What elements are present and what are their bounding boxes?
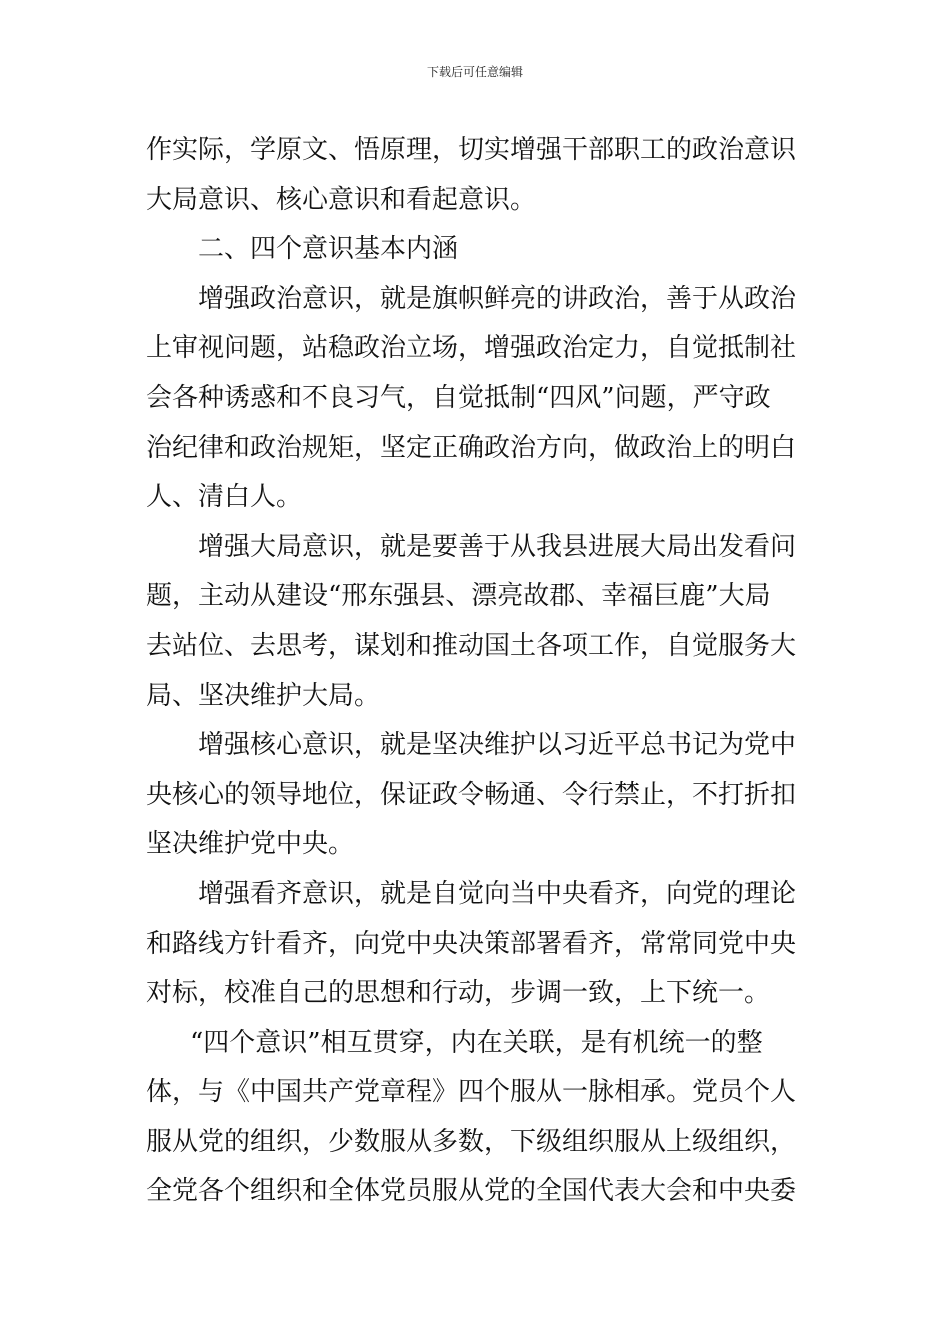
text-line: 去站位、去思考，谋划和推动国土各项工作，自觉服务大: [146, 630, 797, 661]
text-line: 坚决维护党中央。: [146, 829, 355, 860]
text-line: 央核心的领导地位，保证政令畅通、令行禁止，不打折扣: [146, 779, 797, 810]
page-header: 下载后可任意编辑: [426, 65, 523, 79]
document-body: [146, 126, 810, 1217]
text-line: 大局意识、核心意识和看起意识。: [146, 184, 537, 215]
text-line: 服从党的组织，少数服从多数，下级组织服从上级组织，: [146, 1126, 797, 1157]
text-line: 全党各个组织和全体党员服从党的全国代表大会和中央委: [146, 1176, 797, 1207]
text-line: 和路线方针看齐，向党中央决策部署看齐，常常同党中央: [146, 928, 797, 959]
text-line: 增强核心意识，就是坚决维护以习近平总书记为党中: [198, 730, 797, 761]
text-line: 体，与《中国共产党章程》四个服从一脉相承。党员个人: [146, 1077, 797, 1108]
text-line: 局、坚决维护大局。: [146, 680, 381, 711]
text-line: 增强政治意识，就是旗帜鲜亮的讲政治，善于从政治: [198, 283, 797, 314]
section-heading: 二、四个意识基本内涵: [198, 234, 459, 265]
text-line: 会各种诱惑和不良习气，自觉抵制“四风”问题，严守政: [146, 382, 771, 413]
text-line: 增强大局意识，就是要善于从我县进展大局出发看问: [198, 531, 797, 562]
text-line: 治纪律和政治规矩，坚定正确政治方向，做政治上的明白: [146, 432, 797, 463]
text-line: 上审视问题，站稳政治立场，增强政治定力，自觉抵制社: [146, 333, 797, 364]
text-line: 增强看齐意识，就是自觉向当中央看齐，向党的理论: [198, 878, 797, 909]
text-line: 对标，校准自己的思想和行动，步调一致，上下统一。: [146, 978, 771, 1009]
text-line: 作实际，学原文、悟原理，切实增强干部职工的政治意识: [146, 135, 797, 165]
text-line: 题，主动从建设“邢东强县、漂亮故郡、幸福巨鹿”大局: [146, 581, 771, 612]
text-line: 人、清白人。: [146, 482, 303, 513]
text-line: “四个意识”相互贯穿，内在关联，是有机统一的整: [190, 1027, 763, 1058]
